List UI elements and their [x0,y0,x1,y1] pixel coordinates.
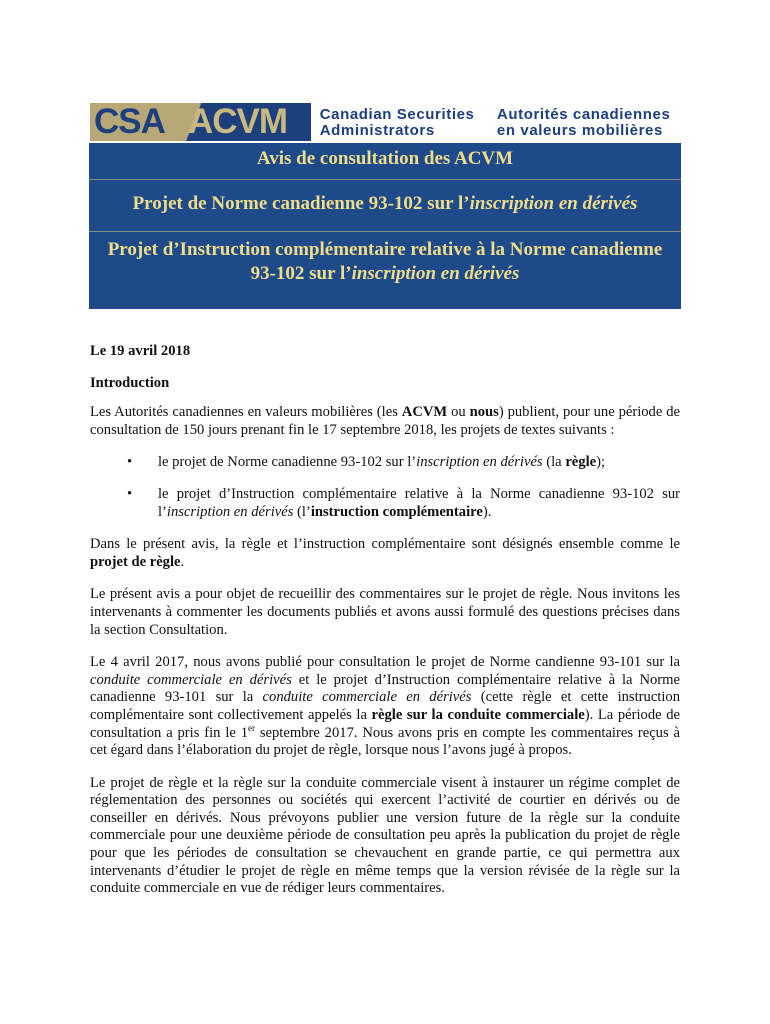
bullet-icon: • [127,454,133,471]
paragraph-definition: Dans le présent avis, la règle et l’instruction complémentaire sont désignés ensemble comme le projet de règle. [90,536,680,570]
list-item: • le projet de Norme canadienne 93-102 sur l’inscription en dérivés (la règle); [127,454,606,471]
logo-en-line2: Administrators [319,122,435,139]
documents-list [90,454,680,521]
logo-fr-line1: Autorités canadiennes [496,106,671,123]
section-heading-introduction: Introduction [90,374,170,391]
term-instruction-complementaire: instruction complémentaire [310,503,483,520]
term-regle: règle [565,454,597,471]
document-body [90,343,680,913]
project2-line2 [89,262,681,286]
logo-en-line1: Canadian Securities [319,106,475,123]
banner-divider-2 [89,231,681,232]
banner-divider-1 [89,179,681,180]
logo-fr-line2: en valeurs mobilières [496,122,663,139]
term-acvm: ACVM [401,404,448,421]
term-regle-conduite-commerciale: règle sur la conduite commerciale [371,706,585,723]
term-nous: nous [469,404,499,421]
project-instruction-title [89,238,681,286]
logo-french-name [497,103,680,141]
term-projet-de-regle: projet de règle [90,553,181,570]
paragraph-regime: Le projet de règle et la règle sur la conduite commerciale visent à instaurer un régime complet de réglementation des personnes ou sociétés qui exercent l’activité de courtier en dérivés ou de conseiller en dérivés. Nous prévoyons publier une version future de la règle sur la conduite commerciale pour une deuxième période de consultation peu après la publication du projet de règle pour que les périodes de consultation se chevauchent en grande partie, ce qui permettra aux intervenants d’étudier le projet de règle en même temps que la version révisée de la règle sur la conduite commerciale en vue de rédiger leurs commentaires. [90,774,680,897]
project1-prefix: Projet de Norme canadienne 93-102 sur l’ [132,193,470,214]
bullet-icon: • [127,485,133,502]
logo-csa-text: CSA [94,103,165,141]
logo-english-name [320,103,493,141]
paragraph-purpose: Le présent avis a pour objet de recueillir des commentaires sur le projet de règle. Nous invitons les intervenants à commenter les documents publiés et avons aussi formulé des questions précises dans la section Consultation. [90,586,680,638]
project2-prefix: 93-102 sur l’ [250,263,352,284]
csa-acvm-logo [90,103,680,141]
publication-date: Le 19 avril 2018 [90,343,191,359]
project-regulation-title [89,193,681,215]
paragraph-history: Le 4 avril 2017, nous avons publié pour consultation le projet de Norme candienne 93-101 sur la conduite commerciale en dérivés et le projet d’Instruction complémentaire relative à la Norme canadienne 93-101 sur la conduite commerciale en dérivés (cette règle et cette instruction complémentaire sont collectivement appelés la règle sur la conduite commerciale). La période de consultation a pris fin le 1er septembre 2017. Nous avons pris en compte les commentaires reçus à cet égard dans l’élaboration du projet de règle, lorsque nous l’avons jugé à propos. [90,654,681,759]
title-banner [89,143,681,309]
paragraph-intro: Les Autorités canadiennes en valeurs mobilières (les ACVM ou nous) publient, pour une période de consultation de 150 jours prenant fin le 17 septembre 2018, les projets de textes suivants : [90,404,681,438]
logo-acvm-text: ACVM [188,103,288,141]
notice-title: Avis de consultation des ACVM [256,148,514,169]
project2-line1: Projet d’Instruction complémentaire relative à la Norme canadienne [107,239,663,260]
list-item: • le projet d’Instruction complémentaire relative à la Norme canadienne 93-102 sur l’inscription en dérivés (l’instruction complémentaire). [127,485,680,520]
logo-mark [90,103,311,141]
project2-italic: inscription en dérivés [351,263,520,284]
project1-italic: inscription en dérivés [469,193,638,214]
